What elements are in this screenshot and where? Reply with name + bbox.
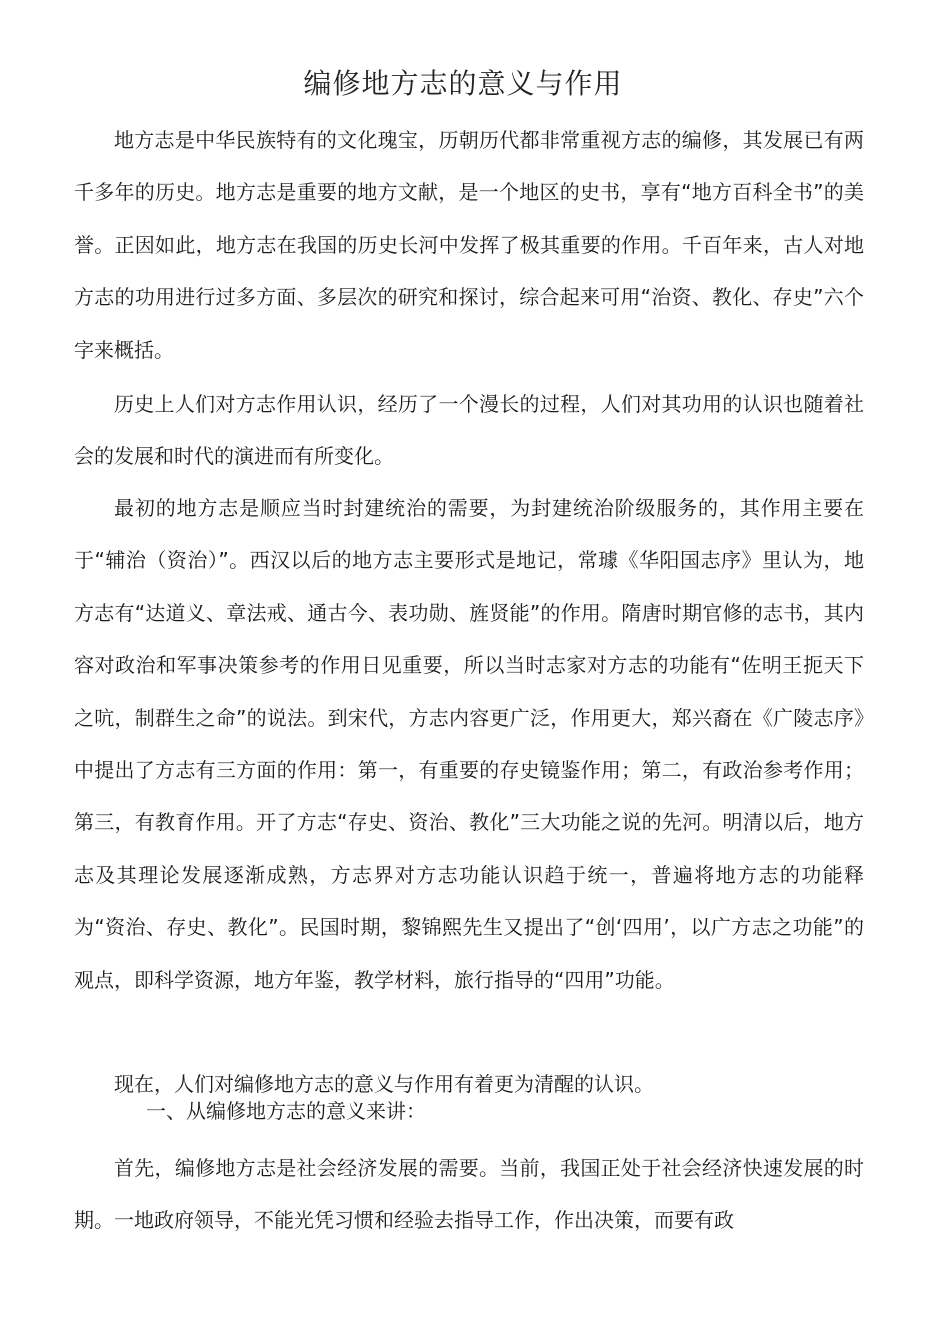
paragraph-4-block <box>74 1062 864 1132</box>
page-title: 编修地方志的意义与作用 <box>303 67 623 100</box>
paragraph-2: 历史上人们对方志作用认识，经历了一个漫长的过程，人们对其功用的认识也随着社会的发展和时代的演进而有所变化。 <box>74 392 864 469</box>
section-heading: 一、从编修地方志的意义来讲： <box>146 1099 426 1123</box>
paragraph-5: 首先，编修地方志是社会经济发展的需要。当前，我国正处于社会经济快速发展的时期。一地政府领导，不能光凭习惯和经验去指导工作，作出决策，而要有政 <box>74 1156 864 1233</box>
paragraph-4: 现在，人们对编修地方志的意义与作用有着更为清醒的认识。 <box>114 1072 654 1096</box>
paragraph-3: 最初的地方志是顺应当时封建统治的需要，为封建统治阶级服务的，其作用主要在于“辅治（资治）”。西汉以后的地方志主要形式是地记，常璩《华阳国志序》里认为，地方志有“达道义、章法戒、通古今、表功勋、旌贤能”的作用。隋唐时期官修的志书，其内容对政治和军事决策参考的作用日见重要，所以当时志家对方志的功能有“佐明王扼天下之吭，制群生之命”的说法。到宋代，方志内容更广泛，作用更大，郑兴裔在《广陵志序》中提出了方志有三方面的作用：第一，有重要的存史镜鉴作用；第二，有政治参考作用；第三，有教育作用。开了方志“存史、资治、教化”三大功能之说的先河。明清以后，地方志及其理论发展逐渐成熟，方志界对方志功能认识趋于统一，普遍将地方志的功能释为“资治、存史、教化”。民国时期，黎锦熙先生又提出了“创‘四用’，以广方志之功能”的观点，即科学资源，地方年鉴，教学材料，旅行指导的“四用”功能。 <box>74 496 864 992</box>
paragraph-1: 地方志是中华民族特有的文化瑰宝，历朝历代都非常重视方志的编修，其发展已有两千多年的历史。地方志是重要的地方文献，是一个地区的史书，享有“地方百科全书”的美誉。正因如此，地方志在我国的历史长河中发挥了极其重要的作用。千百年来，古人对地方志的功用进行过多方面、多层次的研究和探讨，综合起来可用“治资、教化、存史”六个字来概括。 <box>74 128 864 362</box>
